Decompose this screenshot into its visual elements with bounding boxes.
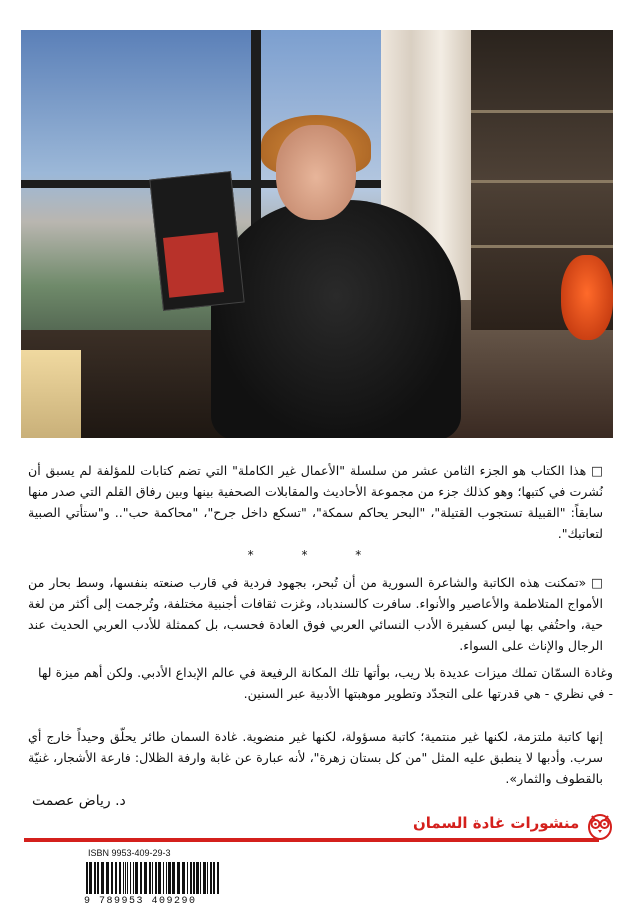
isbn-label: ISBN 9953-409-29-3 xyxy=(88,848,171,858)
barcode-bar xyxy=(115,862,117,894)
barcode-bar xyxy=(163,862,164,894)
barcode-bar xyxy=(135,862,138,894)
held-book-cover-art xyxy=(163,232,224,297)
section-separator: * * * xyxy=(247,548,384,562)
barcode-digits: 9 789953 409290 xyxy=(84,896,197,907)
barcode-bar xyxy=(168,862,171,894)
barcode-bar xyxy=(190,862,192,894)
publisher-rule xyxy=(24,838,599,842)
barcode-bar xyxy=(94,862,96,894)
barcode-bar xyxy=(155,862,157,894)
barcode-bar xyxy=(89,862,92,894)
barcode-bar xyxy=(130,862,131,894)
shelf-line xyxy=(471,110,613,113)
barcode-bar xyxy=(140,862,142,894)
description-paragraph-4: إنها كاتبة ملتزمة، لكنها غير منتمية؛ كاتبة مسؤولة، لكنها غير منضوية. غادة السمان طائر يحلّق وحيداً خارج أي سرب. وأدبها لا ينطبق عليه المثل "من كل بستان زهرة"، لأنه عبارة عن غابة وارفة الظلال: فارعة الأشجار، غنيّة بالقطوف والثمار». xyxy=(28,729,603,786)
barcode-bar xyxy=(213,862,215,894)
barcode-bar xyxy=(200,862,201,894)
publisher-name: منشورات غادة السمان xyxy=(413,814,580,832)
review-author: د. رياض عصمت xyxy=(32,793,126,809)
barcode-bar xyxy=(203,862,206,894)
barcode-bar xyxy=(144,862,147,894)
barcode-bar xyxy=(106,862,109,894)
shelf-line xyxy=(471,245,613,248)
barcode-bar xyxy=(125,862,126,894)
barcode-bar xyxy=(210,862,212,894)
barcode-bar xyxy=(101,862,104,894)
orange-owl-figurine xyxy=(561,255,613,340)
barcode-bar xyxy=(127,862,128,894)
shelf-line xyxy=(471,180,613,183)
barcode-bar xyxy=(172,862,175,894)
publisher-owl-logo xyxy=(585,812,615,840)
barcode-bar xyxy=(119,862,121,894)
barcode-bar xyxy=(196,862,199,894)
barcode-bar xyxy=(86,862,88,894)
side-table xyxy=(21,350,81,438)
barcode-bar xyxy=(187,862,188,894)
barcode-bar xyxy=(207,862,208,894)
author-face xyxy=(276,125,356,220)
barcode-bar xyxy=(177,862,180,894)
barcode-bar xyxy=(133,862,134,894)
barcode-bar xyxy=(166,862,167,894)
description-paragraph-1: □ هذا الكتاب هو الجزء الثامن عشر من سلسلة "الأعمال غير الكاملة" التي تضم كتابات للمؤلفة لم يسبق أن نُشرت في كتبها؛ وهو كذلك جزء من مجموعة الأحاديث والمقابلات الصحفية بينها وبين رفاق القلم التي صدر منها سابقاً: "القبيلة تستجوب القتيلة"، "البحر يحاكم سمكة"، "تسكع داخل جرح"، "محاكمة حب".. و"ستأتي الصبية لتعاتبك". xyxy=(28,463,603,541)
author-figure xyxy=(211,200,461,438)
barcode-bar xyxy=(182,862,185,894)
cover-photo xyxy=(21,30,613,438)
description-paragraph-2: □ «تمكنت هذه الكاتبة والشاعرة السورية من أن تُبحر، بجهود فردية في قارب صنعته بنفسها، وسط بحار من الأمواج المتلاطمة والأعاصير والأنواء. سافرت كالسندباد، وغزت ثقافات أجنبية مختلفة، وتُرجمت إلى أكثر من لغة حية، واحتُفي بها ليس كسفيرة الأدب النسائي العربي فوق العادة فحسب، بل كممثلة للأدب العربي الحديث عند الرجال والإناث على السواء. xyxy=(28,575,603,653)
barcode-bar xyxy=(111,862,113,894)
barcode-bar xyxy=(149,862,151,894)
barcode-bar xyxy=(158,862,161,894)
barcode-bars xyxy=(80,860,225,896)
barcode-bar xyxy=(193,862,195,894)
barcode-bar xyxy=(97,862,99,894)
barcode-bar xyxy=(152,862,153,894)
barcode-bar xyxy=(123,862,124,894)
barcode-bar xyxy=(217,862,219,894)
description-paragraph-3: وغادة السمّان تملك ميزات عديدة بلا ريب، بوأتها تلك المكانة الرفيعة في عالم الإبداع الأدبي. ولكن أهم ميزة لها - في نظري - هي قدرتها على التجدّد وتطوير موهبتها الأدبية عبر السنين. xyxy=(38,665,613,701)
